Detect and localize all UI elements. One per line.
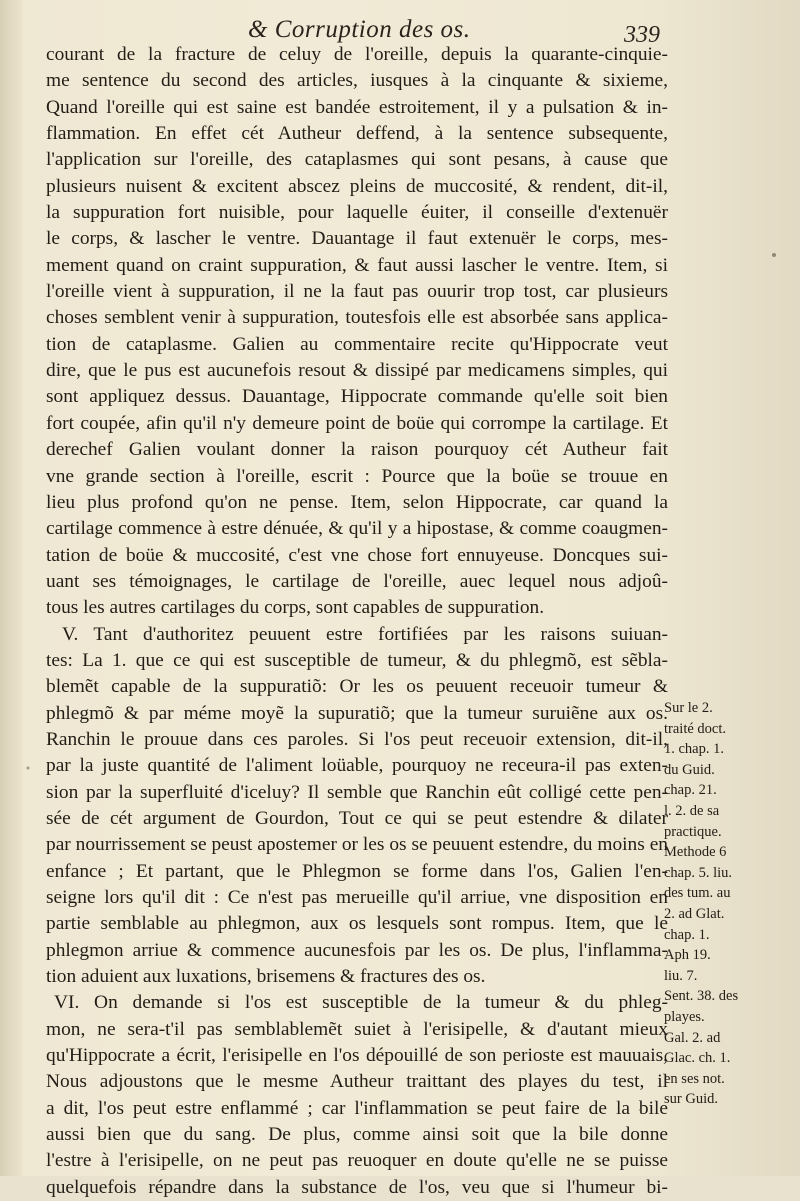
text-line: vne grande section à l'oreille, escrit : Pource que la boüe se trouue en [46,465,668,487]
margin-note: sur Guid. [664,1091,718,1108]
page-number: 339 [624,22,660,48]
text-line: l'oreille vient à suppuration, il ne la faut pas ouurir trop tost, car plusieurs [46,281,668,303]
text-line: Ranchin le prouue dans ces paroles. Si l'os peut receuoir extension, dit-il, [46,728,668,750]
margin-note: 2. ad Glat. [664,905,725,922]
section-heading-line: V. Tant d'authoritez peuuent estre fortifiées par les raisons suiuan- [62,623,668,645]
text-line: par la juste quantité de l'aliment loüable, pourquoy ne receura-il pas exten- [46,755,668,777]
text-line: fort coupée, afin qu'il n'y demeure point de boüe qui corrompe la cartilage. Et [46,412,668,434]
paper-speck [27,767,30,770]
running-head: & Corruption des os. [248,16,471,43]
text-line: tion de cataplasme. Galien au commentaire recite qu'Hippocrate veut [46,333,668,355]
paper-speck [772,253,776,257]
text-line: lieu plus profond qu'on ne pense. Item, selon Hippocrate, car quand la [46,491,668,513]
text-line: enfance ; Et partant, que le Phlegmon se forme dans l'os, Galien l'en- [46,860,668,882]
margin-note: chap. 21. [664,782,717,799]
text-line: tous les autres cartilages du corps, sont capables de suppuration. [46,597,545,619]
margin-note: des tum. au [664,885,731,902]
margin-note: Methode 6 [664,844,727,861]
text-line: plusieurs nuisent & excitent abscez pleins de muccosité, & rendent, dit-il, [46,175,668,197]
text-line: tion aduient aux luxations, brisemens & fractures des os. [46,966,486,988]
text-line: a dit, l'os peut estre enflammé ; car l'inflammation se peut faire de la bile [46,1097,668,1119]
text-line: Quand l'oreille qui est saine est bandée estroitement, il y a pulsation & in- [46,96,668,118]
margin-note: Sur le 2. [664,700,713,716]
margin-note: chap. 1. [664,926,710,943]
margin-note: l. 2. de sa [664,802,720,819]
text-line: tation de boüe & muccosité, c'est vne chose fort ennuyeuse. Doncques sui- [46,544,668,566]
text-line: dire, que le pus est aucunefois resout & dissipé par medicamens simples, qui [46,360,668,382]
text-line: Nous adjoustons que le mesme Autheur traittant des playes du test, il [46,1071,668,1093]
text-line: phlegmon arriue & commence aucunesfois par les os. De plus, l'inflamma- [46,939,668,961]
text-line: par nourrissement se peust apostemer or les os se peuuent estendre, du moins en [46,834,668,856]
text-line: choses semblent venir à suppuration, toutesfois elle est absorbée sans applica- [46,307,668,329]
text-line: l'application sur l'oreille, des cataplasmes qui sont pesans, à cause que [46,149,668,171]
section-heading-line: VI. On demande si l'os est susceptible de la tumeur & du phleg- [54,992,668,1014]
text-line: cartilage commence à estre dénuée, & qu'il y a hipostase, & comme coaugmen- [46,518,668,540]
text-line: aussi bien que du sang. De plus, comme ainsi soit que la bile donne [46,1124,668,1146]
text-line: blemẽt capable de la suppuratiõ: Or les os peuuent receuoir tumeur & [46,676,668,698]
margin-note: Sent. 38. des [664,988,739,1005]
margin-note: en ses not. [664,1070,725,1087]
text-line: courant de la fracture de celuy de l'oreille, depuis la quarante-cinquie- [46,44,668,65]
text-line: qu'Hippocrate a écrit, l'erisipelle en l'os dépouillé de son perioste est mauuais, [46,1045,668,1067]
text-line: me sentence du second des articles, iusques à la cinquante & sixieme, [46,70,668,92]
text-line: sée de cét argument de Gourdon, Tout ce qui se peut estendre & dilater [46,807,668,829]
text-line: sion par la superfluité d'iceluy? Il semble que Ranchin eût colligé cette pen- [46,781,668,803]
margin-note: du Guid. [664,761,715,778]
margin-note: 1. chap. 1. [664,741,724,758]
text-line: l'estre à l'erisipelle, on ne peut pas reuoquer en doute qu'elle ne se puisse [46,1150,668,1172]
text-line: flammation. En effet cét Autheur deffend, à la sentence subsequente, [46,123,668,145]
text-line: uant ses témoignages, le cartilage de l'oreille, auec lequel nous adjoû- [46,570,668,592]
body-text [46,42,668,1201]
text-line: partie semblable au phlegmon, aux os lesquels sont rompus. Item, que le [46,913,668,935]
text-line: la suppuration fort nuisible, pour laquelle éuiter, il conseille d'extenuër [46,202,668,224]
text-line: quelquefois répandre dans la substance de l'os, veu que si l'humeur bi- [46,1176,668,1198]
margin-note: Gal. 2. ad [664,1029,721,1046]
page-gutter [0,0,22,1176]
margin-note: playes. [664,1008,705,1025]
text-line: phlegmõ & par méme moyẽ la supuratiõ; que la tumeur suruiẽne aux os. [46,702,668,724]
margin-note: practique. [664,823,722,840]
margin-note: chap. 5. liu. [664,864,733,881]
margin-note: liu. 7. [664,967,698,984]
text-line: le corps, & lascher le ventre. Dauantage il faut extenuër le corps, mes- [46,228,668,250]
text-line: seigne lors qu'il dit : Ce n'est pas merueille qu'il arriue, vne disposition en [46,887,668,908]
text-line: tes: La 1. que ce qui est susceptible de tumeur, & du phlegmõ, est sẽbla- [46,649,668,671]
margin-note: Aph 19. [664,947,711,964]
margin-notes [664,698,784,1110]
margin-note: Glac. ch. 1. [664,1050,731,1067]
text-line: sont appliquez dessus. Dauantage, Hippocrate commande qu'elle soit bien [46,386,668,408]
text-line: derechef Galien voulant donner la raison pourquoy cét Autheur fait [46,439,668,461]
margin-note: traité doct. [664,720,727,737]
text-line: mement quand on craint suppuration, & faut aussi lascher le ventre. Item, si [46,254,668,276]
text-line: mon, ne sera-t'il pas semblablemẽt suiet à l'erisipelle, & d'autant mieux [46,1018,668,1040]
